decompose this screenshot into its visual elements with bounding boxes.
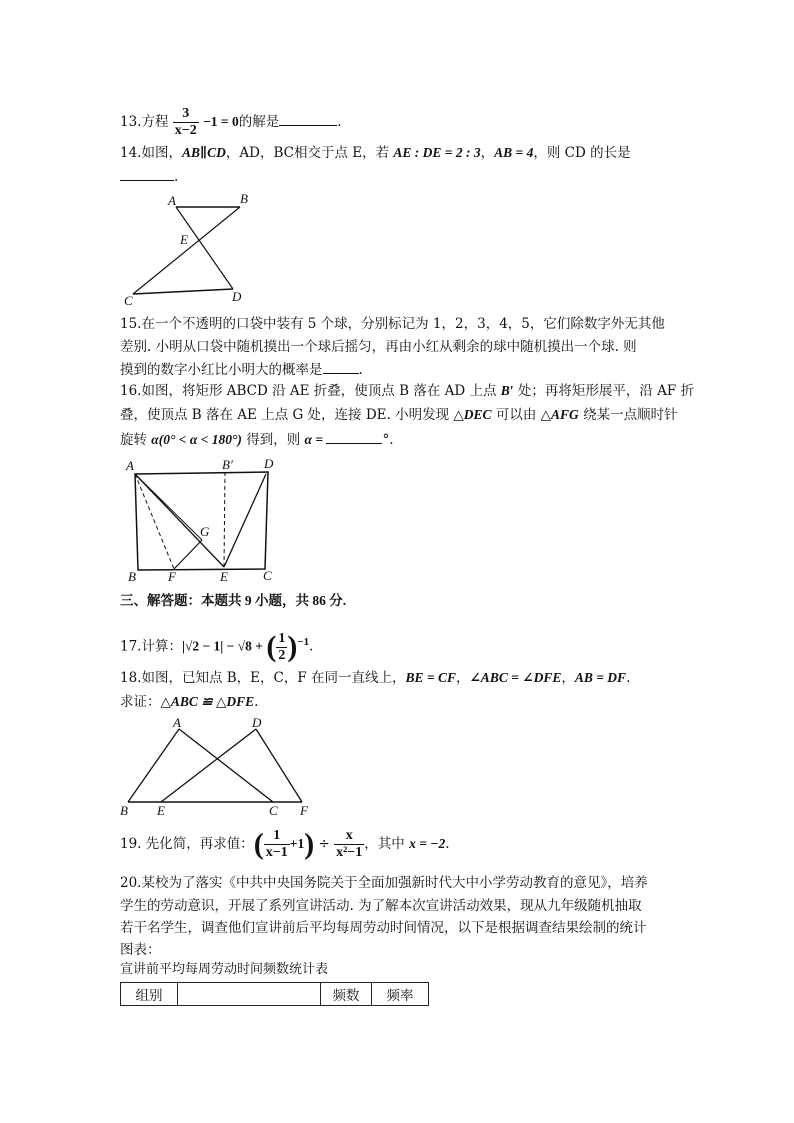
answer-blank[interactable]	[326, 429, 382, 444]
q15-line-3	[120, 359, 363, 380]
q17-abs: |√2 − 1|	[181, 638, 224, 654]
q15-line-1: 15.在一个不透明的口袋中装有 5 个球，分别标记为 1，2，3，4，5，它们除数字外无其他	[120, 316, 665, 332]
q16-line-3	[120, 429, 393, 450]
q16-line-2	[120, 405, 678, 425]
section-3-title: 三、解答题：本题共 9 小题，共 86 分.	[120, 593, 347, 608]
q15-line-3-text: 摸到的数字小红比小明大的概率是	[120, 362, 323, 378]
q20-line-2: 学生的劳动意识，开展了系列宣讲活动. 为了解本次宣讲活动效果，现从九年级随机抽取	[120, 898, 642, 914]
rectangle-abcd	[135, 472, 268, 570]
q17-minus: − √8 +	[223, 638, 267, 654]
q16-alpha: α =	[304, 432, 327, 447]
q14-tail: ，则 CD 的长是	[533, 145, 631, 161]
q18-l1g: .	[626, 670, 631, 686]
segment-ed	[161, 729, 256, 802]
point-c-label: C	[124, 293, 133, 308]
q13-equation-tail: −1 = 0	[203, 114, 239, 129]
point-f-label: F	[168, 569, 176, 584]
q13-fraction	[173, 106, 199, 139]
q17-frac-den: 2	[278, 647, 286, 663]
point-e-label: E	[180, 232, 188, 247]
q16-b-prime: B′	[500, 383, 514, 398]
q13-suffix: 的解是	[238, 114, 280, 130]
point-b-label: B	[240, 191, 248, 206]
point-e-label: E	[220, 569, 228, 584]
q17-fraction	[276, 631, 287, 664]
q14-ratio: AE : DE = 2 : 3	[393, 145, 481, 160]
figure-14	[118, 188, 268, 308]
q16-alpha-range: α(0° < α < 180°)	[151, 432, 242, 447]
q14-ab-length: AB = 4	[494, 145, 534, 160]
q16-line-1	[120, 381, 694, 401]
point-c-label: C	[269, 803, 278, 818]
q19-f2-num: x	[334, 828, 364, 845]
segment-bc	[133, 207, 240, 294]
question-17: 17.计算：|√2 − 1| − √8 + ( $\frac{1}{2}$ )$^{-1}$.	[120, 630, 314, 663]
q19-f1-num: 1	[264, 828, 290, 845]
answer-blank[interactable]	[323, 359, 359, 374]
segment-af	[135, 474, 174, 569]
point-f-label: F	[300, 803, 308, 818]
q16-l2c: 可以由	[491, 407, 541, 423]
q19-tail: ，其中	[364, 836, 410, 852]
header-range	[178, 983, 321, 1006]
q16-l2e: 绕某一点顺时针	[578, 407, 678, 423]
question-14	[120, 143, 631, 163]
point-e-label: E	[157, 803, 165, 818]
table-header-row	[121, 983, 429, 1006]
q19-condition: x = −2	[409, 836, 446, 851]
segment-b-prime-e	[224, 472, 225, 567]
q15-end: .	[358, 362, 363, 378]
q19-prefix: 19. 先化简，再求值：	[120, 836, 254, 852]
point-b-label: B	[120, 803, 128, 818]
q16-triangle-dec: △DEC	[453, 407, 492, 422]
answer-blank[interactable]	[279, 111, 337, 126]
q17-exponent: −1	[297, 636, 310, 648]
q13-frac-num: 3	[173, 106, 199, 123]
q19-f1-den: x−1	[265, 845, 288, 860]
point-d-label: D	[232, 289, 242, 304]
segment-ac	[179, 729, 273, 802]
q16-l3c: 得到，则	[241, 432, 305, 448]
q19-fraction-1	[264, 828, 290, 861]
segment-ab	[128, 729, 179, 802]
q18-angle: ∠ABC = ∠DFE	[469, 670, 562, 685]
header-frequency: 频率	[372, 983, 429, 1006]
frequency-table	[120, 982, 429, 1006]
point-a-label: A	[126, 458, 134, 473]
q14-mid: ，AD，BC相交于点 E，若	[225, 145, 394, 161]
q18-line-1	[120, 668, 630, 688]
q19-plus: +1	[289, 836, 305, 851]
header-group: 组别	[121, 983, 178, 1006]
point-a-label: A	[168, 193, 176, 208]
q13-frac-den: x−2	[174, 123, 197, 138]
question-19: 19. 先化简，再求值：( $\frac{1}{x-1}$ +1) ÷ $\frac{x}{\text{x²−1}}$ ，其中 x = −2.	[120, 827, 450, 861]
q20-line-1: 20.某校为了落实《中共中央国务院关于全面加强新时代大中小学劳动教育的意见》，培养	[120, 875, 648, 891]
q16-l1a: 16.如图，将矩形 ABCD 沿 AE 折叠，使顶点 B 落在 AD 上点	[120, 383, 501, 399]
q16-triangle-afg: △AFG	[540, 407, 579, 422]
point-d-label: D	[252, 715, 262, 730]
q19-fraction-2	[334, 828, 364, 861]
q13-end: .	[337, 114, 342, 130]
q18-l1a: 18.如图，已知点 B，E，C，F 在同一直线上，	[120, 670, 406, 686]
q17-end: .	[309, 638, 314, 655]
segment-df	[256, 729, 302, 802]
q17-prefix: 17.计算：	[120, 638, 182, 655]
segment-cd	[133, 289, 233, 294]
q16-l3a: 旋转	[120, 432, 152, 448]
table-title: 宣讲前平均每周劳动时间频数统计表	[120, 962, 329, 977]
q19-end: .	[445, 836, 450, 852]
q18-l2c: .	[254, 694, 259, 710]
header-count: 频数	[321, 983, 372, 1006]
q18-congruence: △ABC ≌ △DFE	[160, 694, 255, 709]
q14-end: .	[174, 169, 179, 185]
segment-ae	[135, 474, 224, 567]
point-b-prime-label: B′	[222, 457, 233, 472]
segment-de	[224, 474, 266, 567]
q20-line-3: 若干名学生，调查他们宣讲前后平均每周劳动时间情况，以下是根据调查结果绘制的统计	[120, 920, 647, 936]
segment-ag	[135, 474, 202, 540]
q16-l1c: 处；再将矩形展平，沿 AF 折	[513, 383, 695, 399]
point-d-label: D	[264, 456, 274, 471]
q18-ab-df: AB = DF	[574, 670, 627, 685]
q18-l1c: ，	[456, 670, 470, 686]
question-13	[120, 106, 342, 139]
point-b-label: B	[128, 569, 136, 584]
q16-l3e: °.	[382, 432, 394, 448]
q20-line-4: 图表：	[120, 942, 161, 958]
q16-l2a: 叠，使顶点 B 落在 AE 上点 G 处，连接 DE. 小明发现	[120, 407, 454, 423]
q17-frac-num: 1	[278, 630, 286, 646]
q18-be-cf: BE = CF	[405, 670, 456, 685]
figure-18	[118, 714, 318, 822]
q19-div: ÷	[314, 836, 335, 852]
figure-16	[122, 454, 282, 586]
answer-blank[interactable]	[120, 166, 174, 181]
q13-prefix: 13.方程	[120, 114, 169, 130]
q19-f2-den: x²−1	[336, 845, 363, 860]
q14-number: 14.如图，	[120, 145, 182, 161]
point-g-label: G	[200, 524, 210, 539]
q15-line-2: 差别. 小明从口袋中随机摸出一个球后摇匀，再由小红从剩余的球中随机摸出一个球. 则	[120, 339, 637, 355]
q18-l2a: 求证：	[120, 694, 161, 710]
q14-answer-line	[120, 166, 178, 187]
q14-parallel: AB∥CD	[181, 145, 226, 160]
q14-sep: ，	[480, 145, 495, 161]
segment-fg	[174, 540, 202, 569]
point-a-label: A	[173, 715, 181, 730]
q18-line-2	[120, 692, 258, 712]
point-c-label: C	[263, 568, 272, 583]
q18-l1e: ，	[561, 670, 575, 686]
